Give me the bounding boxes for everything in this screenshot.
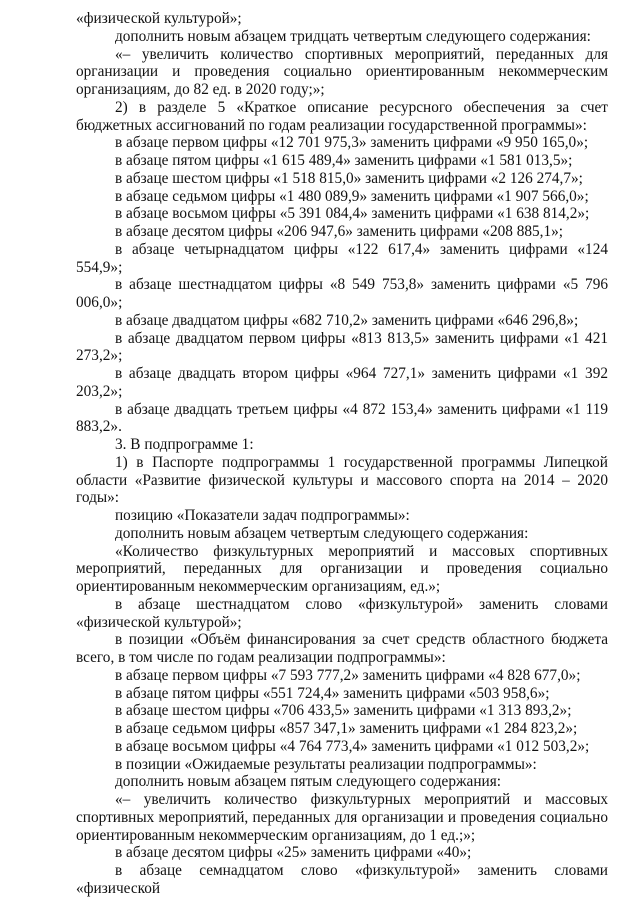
paragraph: в абзаце первом цифры «7 593 777,2» заменить цифрами «4 828 677,0»; xyxy=(115,666,581,684)
paragraph: 1) в Паспорте подпрограммы 1 государственной программы Липецкой области «Развитие физической культуры и массового спорта на 2014 – 2020 годы»: xyxy=(76,453,608,507)
paragraph: в абзаце шестнадцатом слово «физкультурой» заменить словами «физической культурой»; xyxy=(76,595,608,631)
paragraph: 2) в разделе 5 «Краткое описание ресурсного обеспечения за счет бюджетных ассигнований по годам реализации государственной программы»: xyxy=(76,98,608,134)
paragraph: в абзаце семнадцатом слово «физкультурой» заменить словами «физической xyxy=(76,862,608,897)
paragraph: в абзаце восьмом цифры «5 391 084,4» заменить цифрами «1 638 814,2»; xyxy=(115,205,590,223)
paragraph: «– увеличить количество спортивных мероприятий, переданных для организации и проведения социально ориентированным некоммерческим организациям, до 82 ед. в 2020 году;»; xyxy=(76,45,608,98)
paragraph: в позиции «Объём финансирования за счет средств областного бюджета всего, в том числе по годам реализации подпрограммы»: xyxy=(76,631,608,666)
paragraph: в абзаце шестом цифры «706 433,5» заменить цифрами «1 313 893,2»; xyxy=(115,702,572,720)
paragraph: позицию «Показатели задач подпрограммы»: xyxy=(115,507,410,524)
paragraph: в абзаце восьмом цифры «4 764 773,4» заменить цифрами «1 012 503,2»; xyxy=(115,737,590,755)
paragraph: в абзаце десятом цифры «25» заменить цифрами «40»; xyxy=(115,844,472,862)
document-page xyxy=(76,10,608,898)
paragraph: дополнить новым абзацем пятым следующего содержания: xyxy=(115,773,502,791)
paragraph: в абзаце пятом цифры «1 615 489,4» заменить цифрами «1 581 013,5»; xyxy=(115,152,573,169)
paragraph: в абзаце двадцать втором цифры «964 727,1» заменить цифрами «1 392 203,2»; xyxy=(76,365,608,400)
paragraph: в абзаце двадцатом первом цифры «813 813,5» заменить цифрами «1 421 273,2»; xyxy=(76,329,608,365)
paragraph: в абзаце двадцатом цифры «682 710,2» заменить цифрами «646 296,8»; xyxy=(115,311,579,329)
paragraph: в абзаце пятом цифры «551 724,4» заменить цифрами «503 958,6»; xyxy=(115,684,550,702)
paragraph: в абзаце десятом цифры «206 947,6» заменить цифрами «208 885,1»; xyxy=(115,223,564,240)
paragraph: в абзаце шестнадцатом цифры «8 549 753,8» заменить цифрами «5 796 006,0»; xyxy=(76,276,608,311)
paragraph: дополнить новым абзацем четвертым следующего содержания: xyxy=(115,524,529,542)
paragraph: «физической культурой»; xyxy=(76,10,242,27)
paragraph: в абзаце двадцать третьем цифры «4 872 153,4» заменить цифрами «1 119 883,2». xyxy=(76,400,608,436)
paragraph: в абзаце седьмом цифры «857 347,1» заменить цифрами «1 284 823,2»; xyxy=(115,720,578,737)
paragraph: «– увеличить количество физкультурных мероприятий и массовых спортивных мероприятий, переданных для организации и проведения социально ориентированным некоммерческим организациям, до 1 ед.;»; xyxy=(76,791,608,844)
paragraph: «Количество физкультурных мероприятий и массовых спортивных мероприятий, переданных для организации и проведения социально ориентированным некоммерческим организациям, ед.»; xyxy=(76,542,608,595)
paragraph: в абзаце четырнадцатом цифры «122 617,4» заменить цифрами «124 554,9»; xyxy=(76,240,608,276)
paragraph: в абзаце первом цифры «12 701 975,3» заменить цифрами «9 950 165,0»; xyxy=(115,134,589,152)
paragraph: 3. В подпрограмме 1: xyxy=(115,436,254,453)
paragraph: в позиции «Ожидаемые результаты реализации подпрограммы»: xyxy=(115,755,537,773)
paragraph: в абзаце шестом цифры «1 518 815,0» заменить цифрами «2 126 274,7»; xyxy=(115,169,583,187)
paragraph: в абзаце седьмом цифры «1 480 089,9» заменить цифрами «1 907 566,0»; xyxy=(115,187,589,205)
paragraph: дополнить новым абзацем тридцать четвертым следующего содержания: xyxy=(115,27,591,45)
